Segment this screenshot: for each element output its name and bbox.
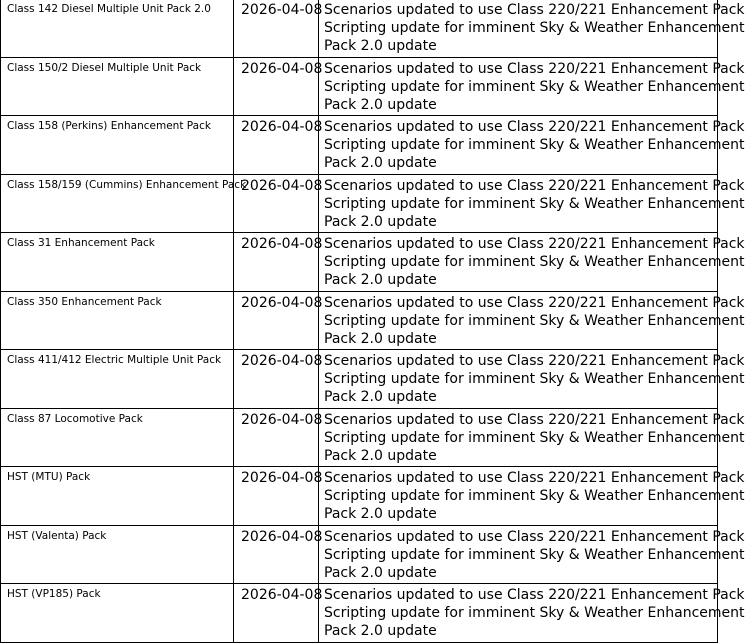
update-note-line: Pack 2.0 update (324, 447, 437, 464)
update-note-line: Scripting update for imminent Sky & Weather Enhancement (324, 488, 745, 504)
update-note-line: Scenarios updated to use Class 220/221 Enhancement Pack (324, 236, 745, 252)
update-notes-cell (319, 584, 745, 643)
update-note-line: Pack 2.0 update (324, 506, 437, 522)
pack-name-cell: Class 87 Locomotive Pack (1, 408, 234, 467)
update-date-cell: 2026-04-08 (234, 0, 319, 57)
update-date-cell: 2026-04-08 (234, 174, 319, 233)
update-date-cell: 2026-04-08 (234, 584, 319, 643)
pack-name-cell: Class 158/159 (Cummins) Enhancement Pack (1, 174, 234, 233)
update-note-line: Scenarios updated to use Class 220/221 Enhancement Pack (324, 587, 745, 603)
update-date-cell: 2026-04-08 (234, 525, 319, 584)
update-note-line: Pack 2.0 update (324, 272, 437, 288)
update-note-line: Pack 2.0 update (324, 564, 437, 581)
update-notes-cell (319, 467, 745, 526)
table-row (1, 291, 718, 350)
update-note-line: Pack 2.0 update (324, 389, 437, 405)
update-note-line: Scenarios updated to use Class 220/221 Enhancement Pack (324, 353, 745, 369)
update-note-line: Pack 2.0 update (324, 623, 437, 639)
table-row (1, 233, 718, 292)
update-date-cell: 2026-04-08 (234, 467, 319, 526)
table-row (1, 525, 718, 584)
update-note-line: Scripting update for imminent Sky & Weather Enhancement (324, 605, 745, 621)
update-date-cell: 2026-04-08 (234, 116, 319, 175)
update-date-cell: 2026-04-08 (234, 233, 319, 292)
table-row (1, 57, 718, 116)
update-note-line: Pack 2.0 update (324, 330, 437, 347)
update-table-body (1, 0, 745, 642)
update-note-line: Scripting update for imminent Sky & Weather Enhancement (324, 78, 745, 95)
table-row (1, 408, 718, 467)
update-notes-cell (319, 0, 745, 57)
update-note-line: Scenarios updated to use Class 220/221 Enhancement Pack (324, 294, 745, 311)
update-note-line: Scripting update for imminent Sky & Weather Enhancement (324, 254, 745, 270)
update-note-line: Pack 2.0 update (324, 38, 437, 54)
table-row (1, 0, 718, 57)
update-notes-cell (319, 291, 745, 350)
pack-name-cell: Class 350 Enhancement Pack (1, 291, 234, 350)
pack-name-cell: HST (MTU) Pack (1, 467, 234, 526)
update-notes-cell (319, 525, 745, 584)
pack-name-cell: HST (VP185) Pack (1, 584, 234, 643)
update-note-line: Scripting update for imminent Sky & Weather Enhancement (324, 371, 745, 387)
update-notes-cell (319, 233, 745, 292)
update-date-cell: 2026-04-08 (234, 350, 319, 409)
pack-name-cell: Class 411/412 Electric Multiple Unit Pack (1, 350, 234, 409)
table-row (1, 584, 718, 643)
update-notes-cell (319, 350, 745, 409)
update-note-line: Scenarios updated to use Class 220/221 Enhancement Pack (324, 411, 745, 428)
table-row (1, 116, 718, 175)
update-notes-cell (319, 57, 745, 116)
update-date-cell: 2026-04-08 (234, 291, 319, 350)
pack-name-cell: Class 150/2 Diesel Multiple Unit Pack (1, 57, 234, 116)
pack-name-cell: Class 158 (Perkins) Enhancement Pack (1, 116, 234, 175)
update-note-line: Scenarios updated to use Class 220/221 Enhancement Pack (324, 177, 745, 194)
update-note-line: Pack 2.0 update (324, 155, 437, 171)
pack-name-cell: Class 31 Enhancement Pack (1, 233, 234, 292)
update-note-line: Pack 2.0 update (324, 96, 437, 113)
update-note-line: Scripting update for imminent Sky & Weather Enhancement (324, 429, 745, 446)
update-notes-cell (319, 174, 745, 233)
update-note-line: Scenarios updated to use Class 220/221 Enhancement Pack (324, 470, 745, 486)
update-note-line: Scenarios updated to use Class 220/221 Enhancement Pack (324, 119, 745, 135)
update-date-cell: 2026-04-08 (234, 408, 319, 467)
pack-name-cell: HST (Valenta) Pack (1, 525, 234, 584)
table-row (1, 467, 718, 526)
table-row (1, 174, 718, 233)
update-note-line: Scripting update for imminent Sky & Weather Enhancement (324, 546, 745, 563)
table-row (1, 350, 718, 409)
update-notes-cell (319, 116, 745, 175)
update-date-cell: 2026-04-08 (234, 57, 319, 116)
update-notes-cell (319, 408, 745, 467)
update-note-line: Scripting update for imminent Sky & Weather Enhancement (324, 195, 745, 212)
update-note-line: Pack 2.0 update (324, 213, 437, 230)
update-note-line: Scenarios updated to use Class 220/221 Enhancement Pack (324, 528, 745, 545)
update-note-line: Scenarios updated to use Class 220/221 Enhancement Pack (324, 60, 745, 77)
update-note-line: Scenarios updated to use Class 220/221 Enhancement Pack (324, 2, 745, 18)
update-note-line: Scripting update for imminent Sky & Weather Enhancement (324, 137, 745, 153)
update-note-line: Scripting update for imminent Sky & Weather Enhancement (324, 312, 745, 329)
pack-name-cell: Class 142 Diesel Multiple Unit Pack 2.0 (1, 0, 234, 57)
update-note-line: Scripting update for imminent Sky & Weather Enhancement (324, 20, 745, 36)
